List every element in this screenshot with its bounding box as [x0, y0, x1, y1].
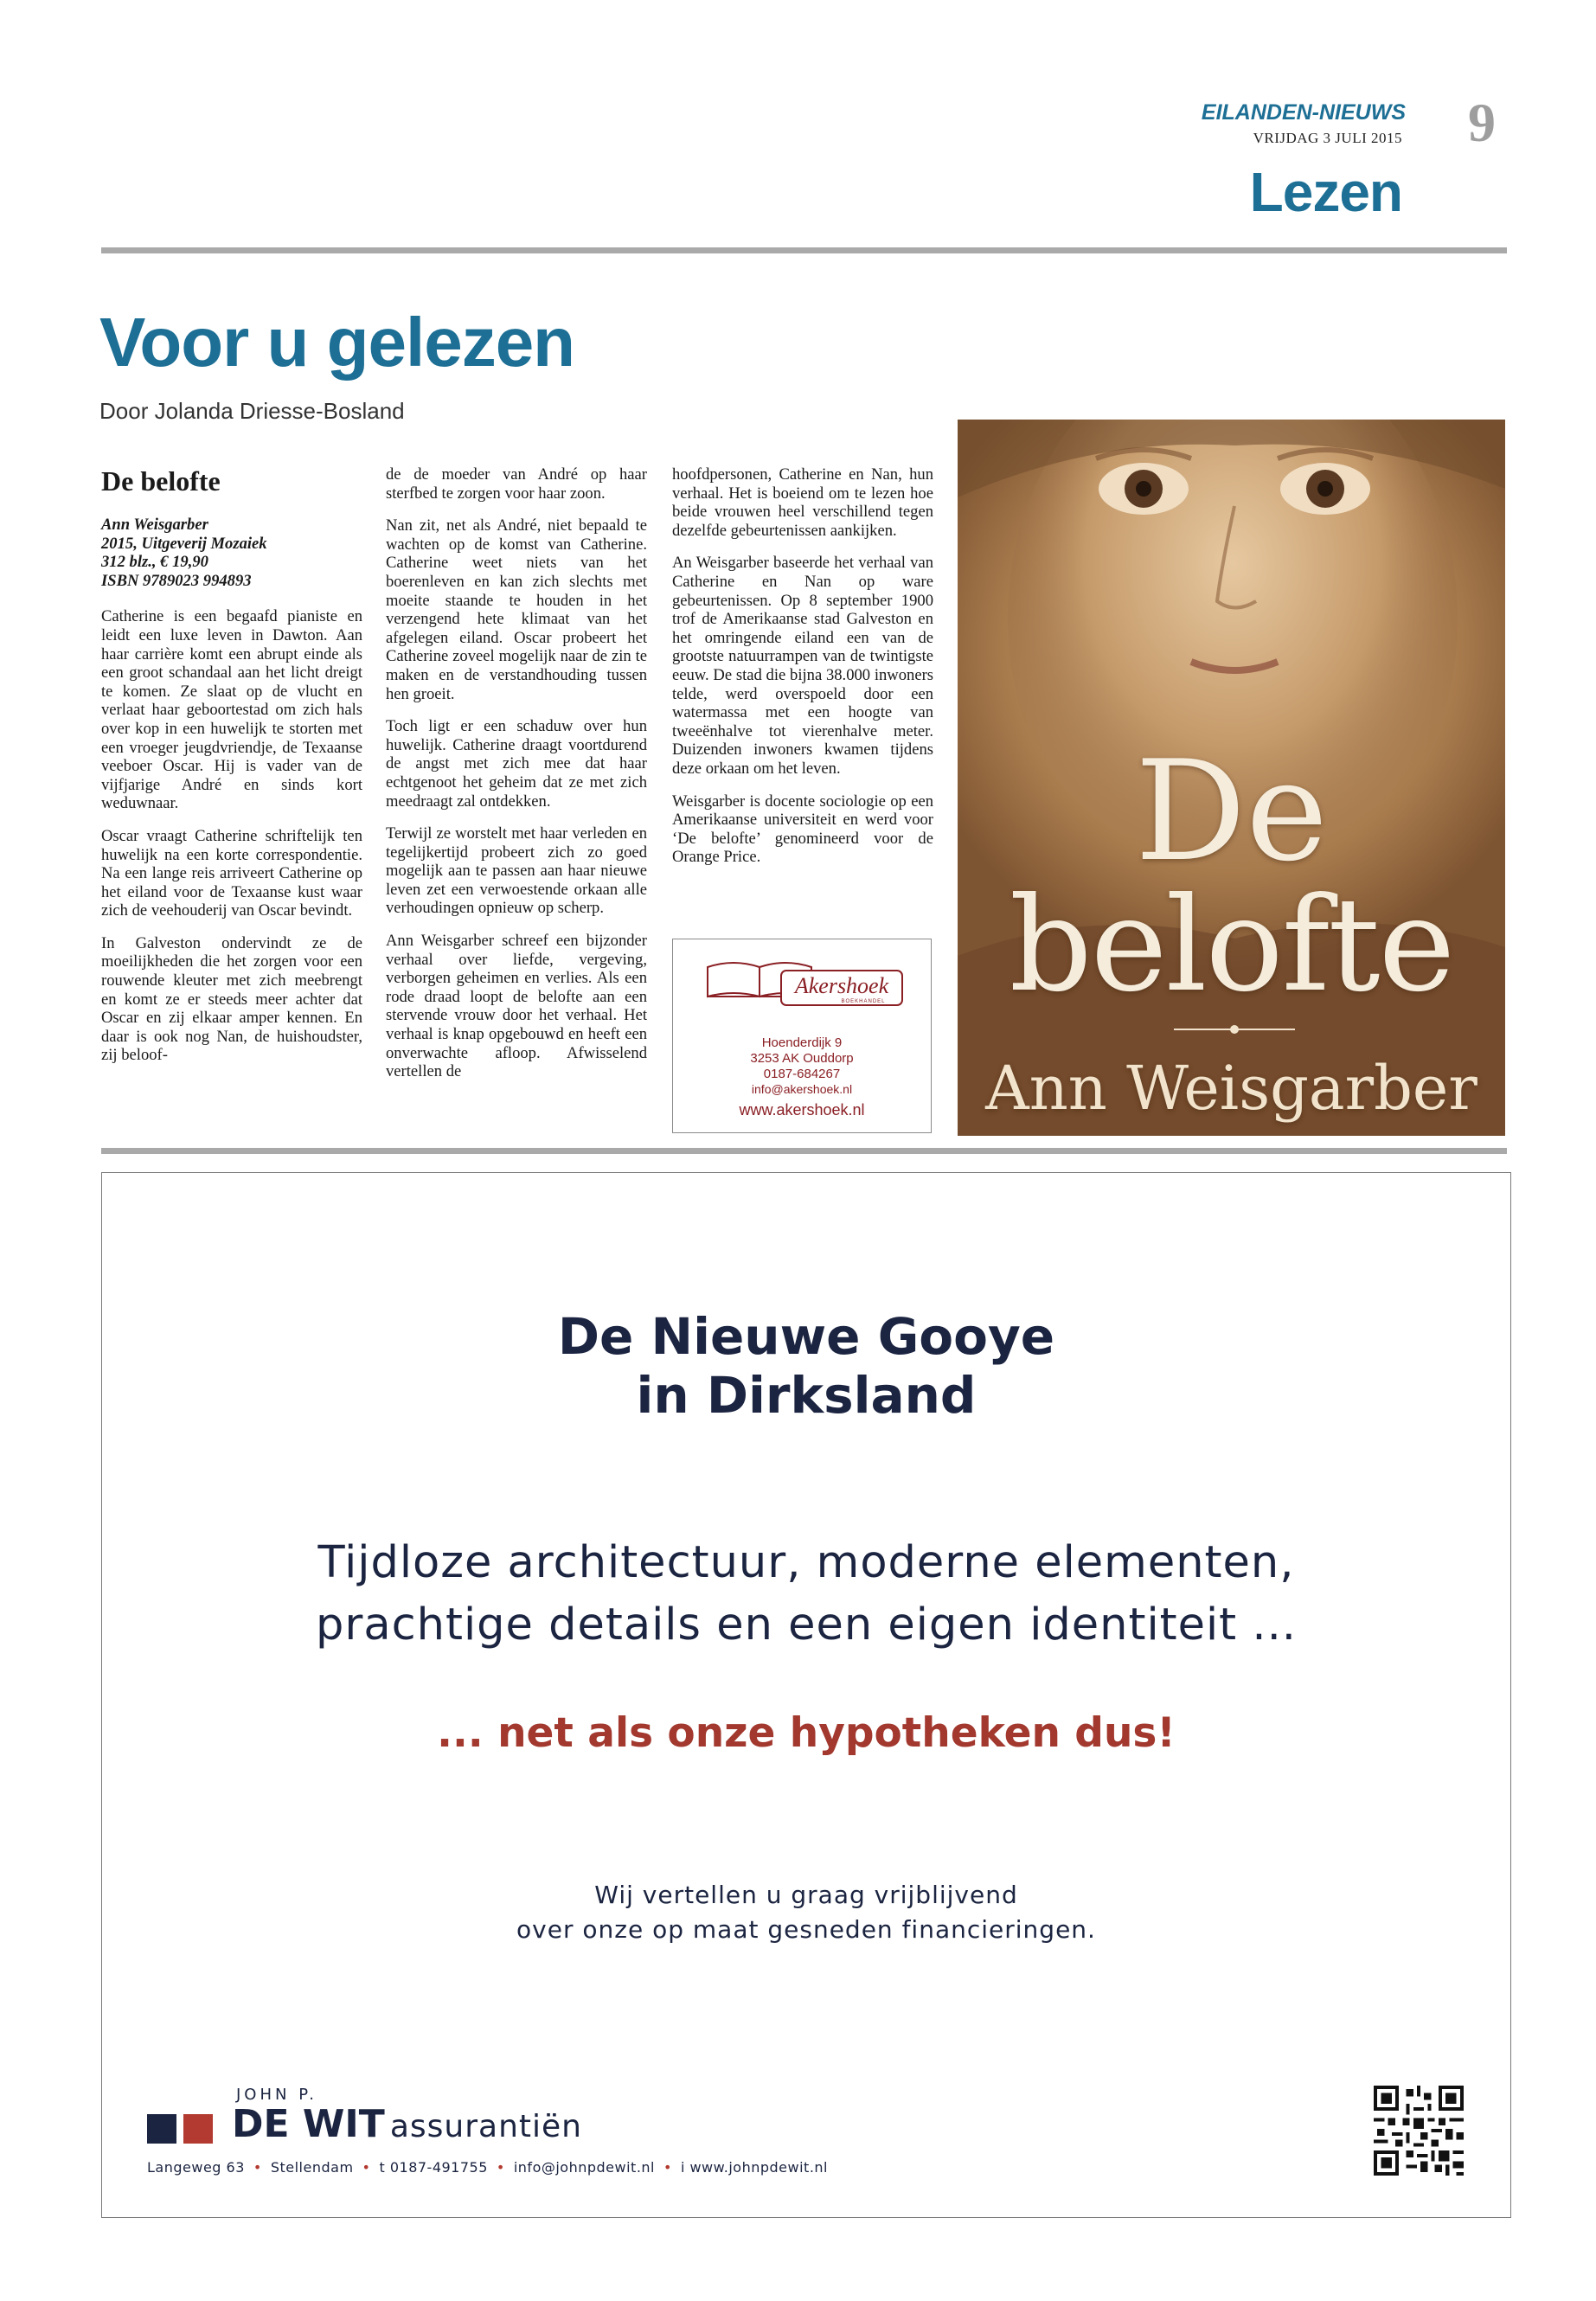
article-byline: Door Jolanda Driesse-Bosland	[99, 398, 405, 424]
brand-suffix: assurantiën	[389, 2109, 582, 2144]
brand-name	[232, 2102, 582, 2146]
article-column-2	[386, 465, 647, 1095]
book-meta	[101, 516, 362, 590]
ad-heading-line-1: De Nieuwe Gooye	[557, 1307, 1055, 1366]
book-pages-price: 312 blz., € 19,90	[101, 553, 208, 572]
bookstore-website[interactable]: www.akershoek.nl	[739, 1101, 865, 1118]
ad-subheading-line-2: prachtige details en een eigen identiteit ...	[315, 1599, 1298, 1650]
paragraph: Catherine is een begaafd pianiste en leidt een luxe leven in Dawton. Aan haar carrière komt een abrupt einde als een groot schandaal aan het licht dreigt te komen. Ze slaat op de vlucht en verlaat haar geboortestad om zich hals over kop in een huwelijk te storten met een vroeger jeugdvriendje, de Texaanse veeboer Oscar. Hij is vader van de vijfjarige André en sinds kort weduwnaar.	[101, 607, 362, 813]
top-divider	[101, 247, 1507, 253]
cover-title-line-2: belofte	[1009, 870, 1454, 1021]
logo-square-navy	[147, 2114, 176, 2144]
middle-divider	[101, 1148, 1507, 1154]
paragraph: Weisgarber is docente sociologie op een Amerikaanse universiteit en werd voor ‘De belofte’ genomineerd voor de Orange Price.	[672, 792, 933, 867]
paragraph: An Weisgarber baseerde het verhaal van Catherine en Nan op ware gebeurtenissen. Op 8 september 1900 trof de Amerikaanse stad Galveston en het omringende eiland een van de grootste natuurrampen van de twintigste eeuw. De stad die bijna 38.000 inwoners telde, werd overspoeld door een watermassa met een hoogte van tweeënhalve tot vierenhalve meter. Duizenden inwoners kwamen tijdens deze orkaan om het leven.	[672, 554, 933, 778]
contact-line: Langeweg 63 • Stellendam • t 0187-491755 • info@johnpdewit.nl • i www.johnpdewit.nl	[147, 2159, 828, 2176]
paragraph: In Galveston ondervindt ze de moeilijkheden die het zorgen voor een rouwende kleuter met zich meebrengt en komt ze er steeds meer achter dat Oscar en zij elkaar amper kennen. En daar is ook nog Nan, de huishoudster, zij beloof-	[101, 933, 362, 1065]
qr-code-icon[interactable]	[1374, 2086, 1464, 2176]
cover-author: Ann Weisgarber	[985, 1053, 1477, 1124]
akershoek-tagline: BOEKHANDEL	[841, 999, 886, 1004]
page-number: 9	[1468, 92, 1496, 153]
ad-body-line-2: over onze op maat gesneden financieringen.	[516, 1915, 1096, 1944]
brand-prefix: JOHN P.	[236, 2086, 317, 2104]
section-title: Lezen	[1249, 161, 1402, 223]
ad-heading-line-2: in Dirksland	[636, 1366, 977, 1425]
paragraph: Nan zit, net als André, niet bepaald te wachten op de komst van Catherine. Catherine weet niets van het boerenleven en kan zich slechts met moeite staande te houden in het verzengend hete klimaat van het afgelegen eiland. Oscar probeert het Catherine zoveel mogelijk naar de zin te maken en de verstandhouding tussen hen groeit.	[386, 516, 647, 703]
book-isbn: ISBN 9789023 994893	[101, 571, 252, 590]
akershoek-logo	[699, 952, 907, 1012]
akershoek-wordmark: Akershoek	[794, 973, 889, 998]
article-column-1	[101, 465, 362, 1079]
bookstore-postcode: 3253 AK Ouddorp	[750, 1051, 854, 1066]
bookstore-address: Hoenderdijk 9	[761, 1035, 843, 1050]
article-headline: Voor u gelezen	[99, 304, 575, 381]
book-title: De belofte	[101, 465, 221, 497]
book-cover-image	[958, 420, 1505, 1136]
contact-website[interactable]: i www.johnpdewit.nl	[680, 2159, 828, 2176]
bookstore-phone: 0187-684267	[763, 1067, 841, 1081]
ad-body	[102, 1878, 1510, 1947]
article-column-3	[672, 465, 933, 881]
logo-square-red	[183, 2114, 213, 2144]
masthead-logo: EILANDEN-NIEUWS	[1201, 100, 1406, 125]
insurance-ad[interactable]	[101, 1172, 1511, 2218]
book-author: Ann Weisgarber	[101, 516, 208, 534]
paragraph: Ann Weisgarber schreef een bijzonder verhaal over liefde, vergeving, verborgen geheimen en verlies. Als een rode draad loopt de belofte aan een stervende vrouw door het verhaal. Het verhaal is knap opgebouwd en heeft een onverwachte afloop. Afwisselend vertellen de	[386, 932, 647, 1081]
paragraph: hoofdpersonen, Catherine en Nan, hun verhaal. Het is boeiend om te lezen hoe beide vrouwen heel verschillend tegen dezelfde gebeurtenissen aankijken.	[672, 465, 933, 540]
ad-body-line-1: Wij vertellen u graag vrijblijvend	[594, 1881, 1018, 1909]
issue-date: VRIJDAG 3 JULI 2015	[1253, 130, 1402, 146]
ad-subheading	[102, 1532, 1510, 1657]
paragraph: Toch ligt er een schaduw over hun huwelijk. Catherine draagt voortdurend de angst met zich mee dat haar echtgenoot het geheim dat ze met zich meedraagt zal ontdekken.	[386, 717, 647, 811]
ad-tagline: ... net als onze hypotheken dus!	[437, 1709, 1176, 1757]
ad-heading	[102, 1307, 1510, 1425]
contact-email[interactable]: info@johnpdewit.nl	[513, 2159, 655, 2176]
contact-city: Stellendam	[270, 2159, 354, 2176]
contact-phone[interactable]: t 0187-491755	[379, 2159, 488, 2176]
book-publisher: 2015, Uitgeverij Mozaiek	[101, 534, 267, 553]
cover-title-line-1: De	[1135, 730, 1328, 892]
bookstore-ad[interactable]	[672, 939, 932, 1133]
ad-subheading-line-1: Tijdloze architectuur, moderne elementen,	[317, 1537, 1295, 1588]
paragraph: de de moeder van André op haar sterfbed te zorgen voor haar zoon.	[386, 465, 647, 503]
brand-name-main: DE WIT	[232, 2102, 385, 2146]
bookstore-email[interactable]: info@akershoek.nl	[751, 1082, 853, 1096]
contact-address: Langeweg 63	[147, 2159, 245, 2176]
paragraph: Terwijl ze worstelt met haar verleden en tegelijkertijd probeert zich zo goed mogelijk aan te passen aan haar nieuwe leven zet een verwoestende orkaan alle verhoudingen opnieuw op scherp.	[386, 824, 647, 918]
paragraph: Oscar vraagt Catherine schriftelijk ten huwelijk na een korte correspondentie. Na een lange reis arriveert Catherine op het eiland voor de Texaanse kust waar zich de veehouderij van Oscar bevindt.	[101, 826, 362, 920]
